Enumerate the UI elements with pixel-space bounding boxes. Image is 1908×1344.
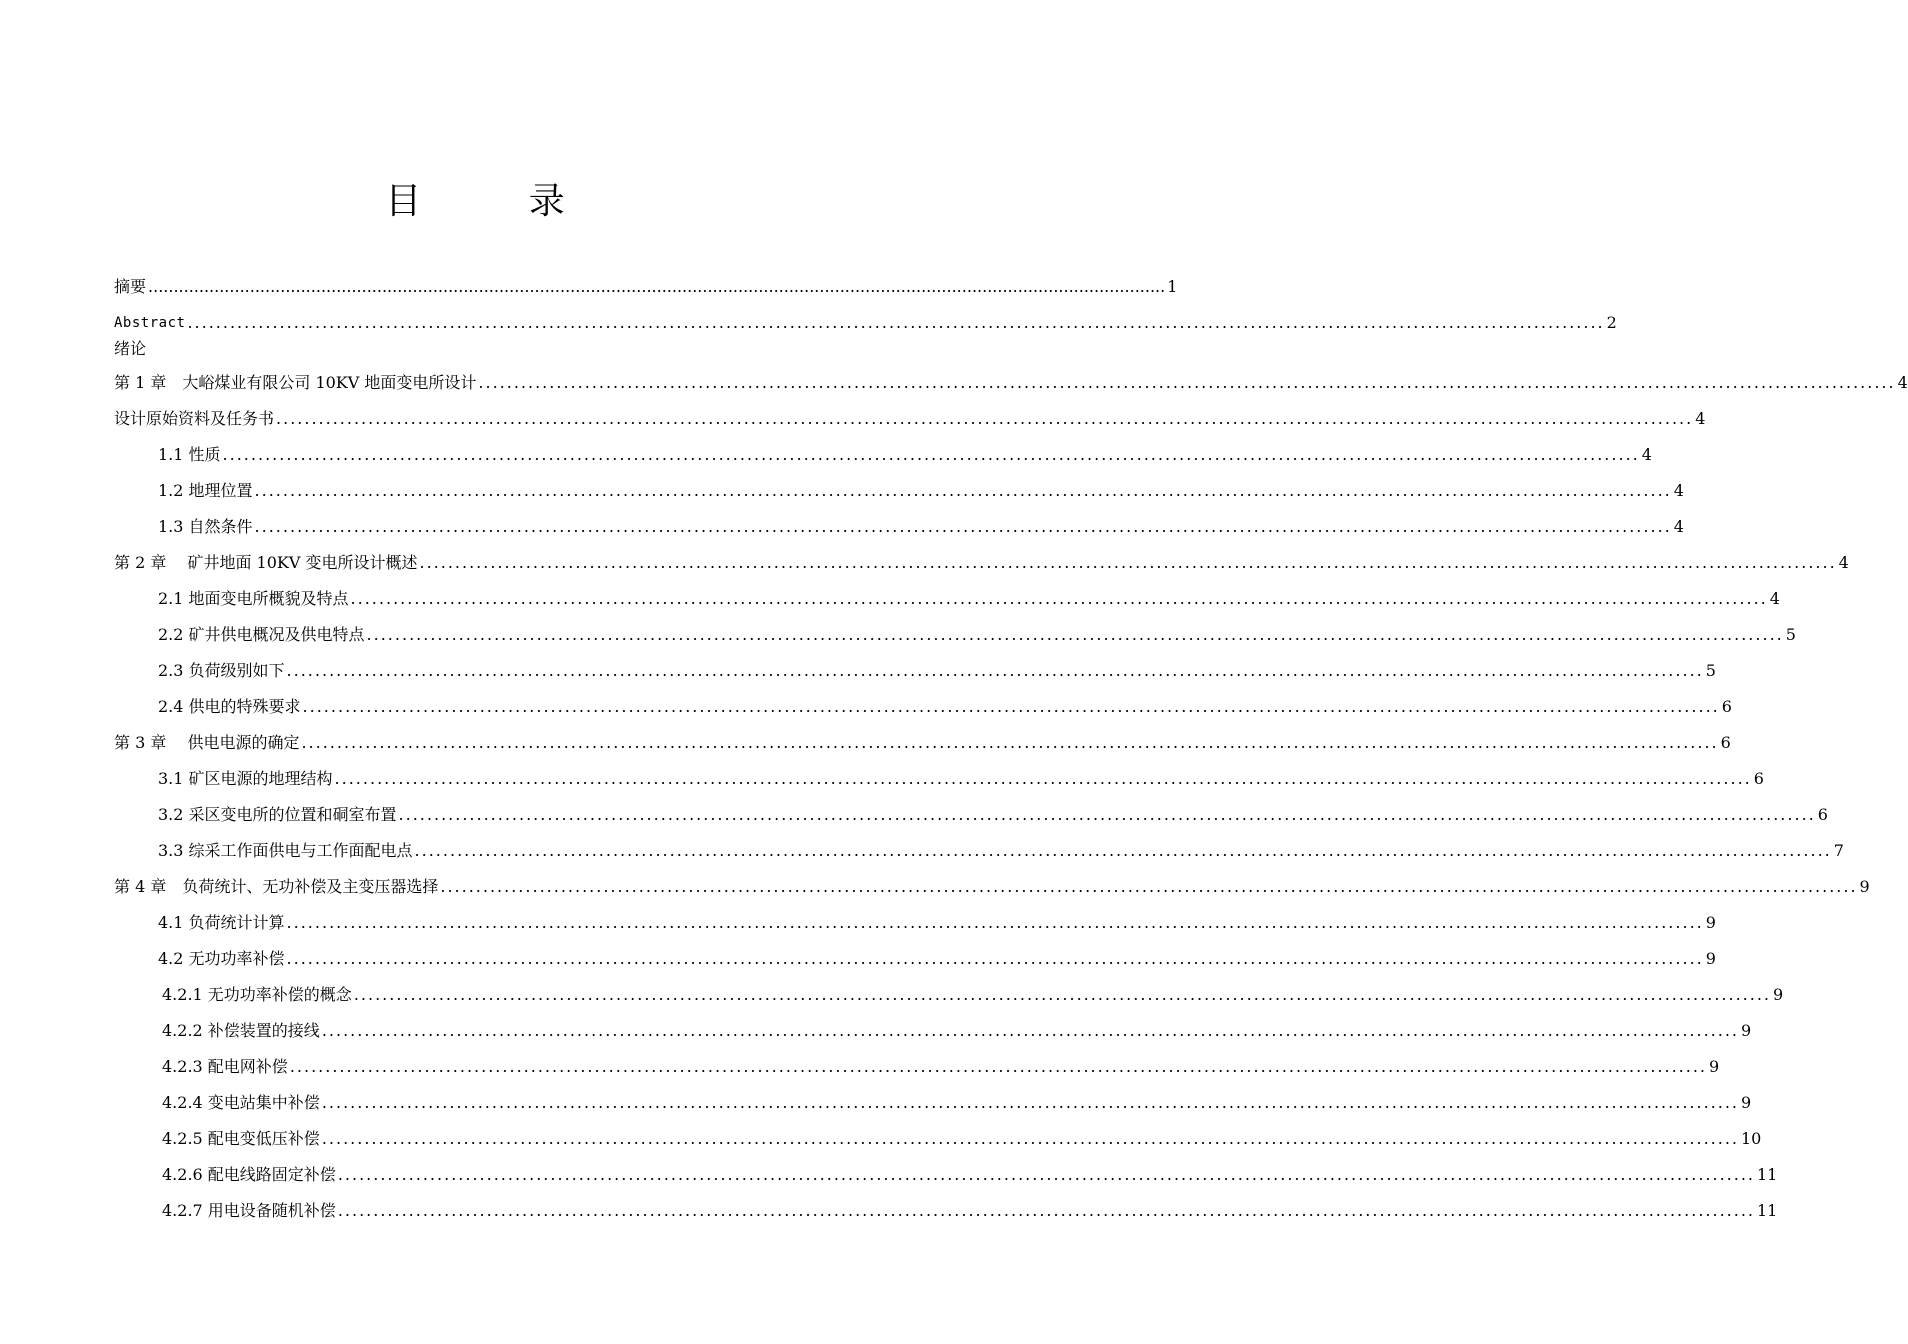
toc-entry[interactable] bbox=[114, 546, 1849, 574]
toc-entry[interactable] bbox=[162, 1086, 1752, 1114]
toc-entry[interactable] bbox=[158, 510, 1684, 538]
toc-dot-leader: ........................................................................................................................................................................................................ bbox=[254, 517, 1672, 536]
toc-entry-page-number: 6 bbox=[1720, 733, 1731, 752]
toc-dot-leader: ........................................................................................................................................................................................................ bbox=[286, 913, 1704, 932]
toc-entry[interactable] bbox=[162, 1194, 1778, 1222]
toc-entry-page-number: 9 bbox=[1741, 1021, 1752, 1040]
toc-dot-leader: ........................................................................................................................................................................................................ bbox=[398, 805, 1816, 824]
toc-entry-label: 第 4 章 负荷统计、无功补偿及主变压器选择 bbox=[114, 877, 439, 896]
toc-entry-page-number: 6 bbox=[1753, 769, 1764, 788]
toc-entry-label: 绪论 bbox=[114, 339, 147, 358]
toc-entry-page-number: 9 bbox=[1741, 1093, 1752, 1112]
toc-dot-leader: ........................................................................................................................................................................................................ bbox=[222, 445, 1640, 464]
toc-entry-label: 4.1 负荷统计计算 bbox=[158, 913, 285, 932]
toc-entry[interactable] bbox=[114, 402, 1706, 430]
toc-entry-label: 1.1 性质 bbox=[158, 445, 221, 464]
toc-entry[interactable] bbox=[158, 654, 1716, 682]
toc-entry-label: 4.2.7 用电设备随机补偿 bbox=[162, 1201, 336, 1220]
toc-dot-leader: ........................................................................................................................................................................................................ bbox=[337, 1201, 1755, 1220]
toc-entry-label: 4.2.3 配电网补偿 bbox=[162, 1057, 288, 1076]
toc-entry-page-number: 11 bbox=[1757, 1201, 1778, 1220]
toc-entry-page-number: 6 bbox=[1817, 805, 1828, 824]
toc-entry-label: 4.2.6 配电线路固定补偿 bbox=[162, 1165, 336, 1184]
toc-entry[interactable] bbox=[162, 1122, 1762, 1150]
toc-dot-leader: ........................................................................................................................................................................................................ bbox=[276, 409, 1694, 428]
toc-entry[interactable] bbox=[158, 762, 1764, 790]
toc-entry-page-number: 2 bbox=[1606, 313, 1617, 332]
toc-entry[interactable] bbox=[158, 690, 1732, 718]
toc-entry[interactable] bbox=[158, 906, 1716, 934]
toc-entry-page-number: 9 bbox=[1705, 913, 1716, 932]
toc-dot-leader: ........................................................................................................................................................................................................ bbox=[478, 373, 1896, 392]
toc-entry-page-number: 9 bbox=[1859, 877, 1870, 896]
toc-entry-page-number: 11 bbox=[1757, 1165, 1778, 1184]
toc-entry-label: 3.2 采区变电所的位置和硐室布置 bbox=[158, 805, 397, 824]
toc-entry-label: 设计原始资料及任务书 bbox=[114, 409, 275, 428]
page-title: 目 录 bbox=[385, 181, 613, 222]
toc-dot-leader: ........................................................................................................................................................................................................ bbox=[366, 625, 1784, 644]
toc-entry[interactable] bbox=[162, 1014, 1752, 1042]
toc-entry-label: 第 2 章 矿井地面 10KV 变电所设计概述 bbox=[114, 553, 418, 572]
toc-entry-page-number: 4 bbox=[1673, 517, 1684, 536]
toc-dot-leader: ........................................................................................................................................................................................................ bbox=[286, 661, 1704, 680]
toc-entry-label: 4.2 无功功率补偿 bbox=[158, 949, 285, 968]
toc-entry-page-number: 4 bbox=[1838, 553, 1849, 572]
toc-dot-leader: ........................................................................................................................................................................................................ bbox=[419, 553, 1837, 572]
toc-entry-page-number: 6 bbox=[1721, 697, 1732, 716]
toc-entry-page-number: 5 bbox=[1785, 625, 1796, 644]
toc-dot-leader: ........................................................................................................................................................................................................ bbox=[254, 481, 1672, 500]
toc-entry-page-number: 9 bbox=[1709, 1057, 1720, 1076]
toc-entry[interactable] bbox=[158, 474, 1684, 502]
toc-entry-page-number: 4 bbox=[1641, 445, 1652, 464]
toc-entry-label: 2.1 地面变电所概貌及特点 bbox=[158, 589, 349, 608]
toc-entry-label: 4.2.1 无功功率补偿的概念 bbox=[162, 985, 352, 1004]
toc-entry-label: 3.3 综采工作面供电与工作面配电点 bbox=[158, 841, 413, 860]
toc-entry[interactable] bbox=[114, 870, 1870, 898]
toc-dot-leader: ........................................................................................................................................................................................................ bbox=[321, 1093, 1739, 1112]
toc-dot-leader: ........................................................................................................................................................................................................ bbox=[148, 277, 1166, 296]
toc-dot-leader: ........................................................................................................................................................................................................ bbox=[334, 769, 1752, 788]
toc-dot-leader: ........................................................................................................................................................................................................ bbox=[289, 1057, 1707, 1076]
toc-entry-label: 摘要 bbox=[114, 277, 147, 296]
toc-entry-page-number: 7 bbox=[1833, 841, 1844, 860]
toc-entry[interactable] bbox=[158, 582, 1780, 610]
toc-dot-leader: ........................................................................................................................................................................................................ bbox=[350, 589, 1768, 608]
toc-entry-page-number: 4 bbox=[1897, 373, 1908, 392]
toc-entry-label: 2.4 供电的特殊要求 bbox=[158, 697, 301, 716]
toc-entry-page-number: 4 bbox=[1673, 481, 1684, 500]
toc-dot-leader: ........................................................................................................................................................................................................ bbox=[302, 697, 1720, 716]
toc-dot-leader: ........................................................................................................................................................................................................ bbox=[337, 1165, 1755, 1184]
toc-entry-label: 第 1 章 大峪煤业有限公司 10KV 地面变电所设计 bbox=[114, 373, 477, 392]
toc-entry-label: 2.3 负荷级别如下 bbox=[158, 661, 285, 680]
toc-entry[interactable] bbox=[162, 1050, 1720, 1078]
toc-entry[interactable] bbox=[114, 726, 1731, 754]
toc-entry-label: 4.2.2 补偿装置的接线 bbox=[162, 1021, 320, 1040]
toc-entry[interactable] bbox=[114, 306, 1617, 334]
toc-dot-leader: ........................................................................................................................................................................................................ bbox=[321, 1021, 1739, 1040]
toc-dot-leader: ........................................................................................................................................................................................................ bbox=[440, 877, 1858, 896]
toc-entry[interactable] bbox=[158, 618, 1796, 646]
toc-entry-label: 4.2.4 变电站集中补偿 bbox=[162, 1093, 320, 1112]
toc-entry-label: 1.2 地理位置 bbox=[158, 481, 253, 500]
toc-entry[interactable] bbox=[114, 366, 1908, 394]
toc-entry[interactable] bbox=[114, 270, 1178, 298]
toc-entry-page-number: 5 bbox=[1705, 661, 1716, 680]
toc-entry-page-number: 4 bbox=[1769, 589, 1780, 608]
toc-entry-page-number: 9 bbox=[1773, 985, 1784, 1004]
toc-entry-label: 2.2 矿井供电概况及供电特点 bbox=[158, 625, 365, 644]
toc-entry[interactable] bbox=[158, 438, 1652, 466]
toc-entry[interactable] bbox=[158, 942, 1716, 970]
toc-entry-page-number: 1 bbox=[1167, 277, 1178, 296]
toc-entry[interactable] bbox=[162, 978, 1784, 1006]
toc-dot-leader: ........................................................................................................................................................................................................ bbox=[321, 1129, 1739, 1148]
toc-dot-leader: ........................................................................................................................................................................................................ bbox=[187, 313, 1605, 332]
toc-entry[interactable] bbox=[114, 332, 776, 360]
toc-entry[interactable] bbox=[158, 834, 1844, 862]
toc-entry-page-number: 4 bbox=[1695, 409, 1706, 428]
toc-dot-leader: ........................................................................................................................................................................................................ bbox=[414, 841, 1832, 860]
toc-entry-label: 4.2.5 配电变低压补偿 bbox=[162, 1129, 320, 1148]
toc-entry-page-number: 9 bbox=[1705, 949, 1716, 968]
toc-entry-label: 第 3 章 供电电源的确定 bbox=[114, 733, 300, 752]
toc-entry[interactable] bbox=[158, 798, 1828, 826]
toc-dot-leader: ........................................................................................................................................................................................................ bbox=[301, 733, 1719, 752]
toc-dot-leader: ........................................................................................................................................................................................................ bbox=[353, 985, 1771, 1004]
toc-entry-page-number: 10 bbox=[1741, 1129, 1762, 1148]
toc-dot-leader: ........................................................................................................................................................................................................ bbox=[286, 949, 1704, 968]
toc-entry-label: 1.3 自然条件 bbox=[158, 517, 253, 536]
toc-entry[interactable] bbox=[162, 1158, 1778, 1186]
toc-entry-label: 3.1 矿区电源的地理结构 bbox=[158, 769, 333, 788]
toc-entry-label: Abstract bbox=[114, 312, 187, 334]
